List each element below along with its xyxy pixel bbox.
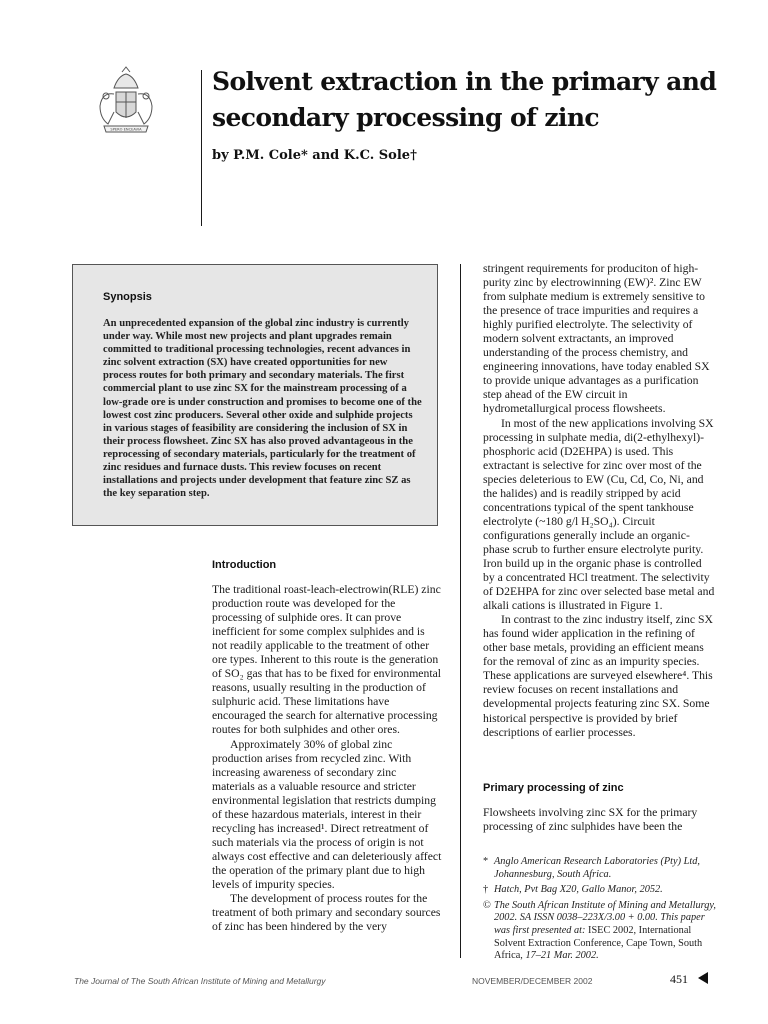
footnote-text: Anglo American Research Laboratories (Pty) Ltd, Johannesburg, South Africa.: [494, 856, 700, 880]
paragraph: In contrast to the zinc industry itself, zinc SX has found wider application in the refining of other base metals, providing an efficient means for the removal of zinc as an impurity species. These applications are surveyed elsewhere⁴. This review focuses on recent installations and developmental projects featuring zinc SX. Some historical perspective is provided by brief descriptions of earlier processes.: [483, 613, 713, 739]
crest-motto: SPERO ENCEAVIA: [110, 127, 142, 132]
synopsis-box: [72, 264, 438, 526]
footnote: [483, 884, 719, 897]
synopsis-text: An unprecedented expansion of the global zinc industry is currently under way. While most new projects and plant upgrades remain committed to traditional processing technologies, recent advances in zinc solvent extraction (SX) have created opportunities for new process routes for both primary and secondary materials. The first commercial plant to use zinc SX for the mainstream processing of a low-grade ore is under construction and promises to become one of the lowest cost zinc producers. Several other oxide and sulphide projects in various stages of feasibility are considering the inclusion of SX in their process flowsheet. Zinc SX has also proved advantageous in the reprocessing of secondary materials, particularly for the treatment of zinc residues and furnace dusts. This review focuses on recent installations and projects under development that feature zinc SZ as the key separation step.: [103, 318, 422, 500]
page-number: 451: [670, 972, 688, 986]
title-rule: [201, 70, 202, 226]
article-title: Solvent extraction in the primary and secondary processing of zinc: [212, 67, 717, 132]
footnote-marker: †: [483, 884, 489, 896]
footnote-marker: ©: [483, 899, 491, 911]
introduction-body: [212, 583, 442, 934]
primary-processing-heading: Primary processing of zinc: [483, 782, 624, 794]
footnote: [483, 856, 719, 881]
paragraph: The traditional roast-leach-electrowin(RLE) zinc production route was developed for the processing of sulphide ores. It can prove inefficient for some complex sulphides and is not readily applicable to the treatment of other ore types. Inherent to this route is the generation of SO₂ gas that has to be fixed for environmental reasons, usually resulting in the production of sulphuric acid. These limitations have encouraged the search for alternative processing routes for both sulphides and other ores.: [212, 583, 442, 737]
footnote-text: Hatch, Pvt Bag X20, Gallo Manor, 2052.: [494, 884, 663, 896]
paragraph: The development of process routes for the treatment of both primary and secondary sources of zinc has been hindered by the very: [212, 892, 441, 934]
synopsis-heading: Synopsis: [103, 291, 152, 303]
footnote-conference: ISEC 2002, International Solvent Extraction Conference, Cape Town, South Africa,: [494, 924, 703, 962]
primary-processing-body: [483, 806, 715, 834]
article-authors: by P.M. Cole* and K.C. Sole†: [212, 148, 417, 163]
journal-name: The Journal of The South African Institute of Mining and Metallurgy: [74, 976, 326, 986]
footnotes: [483, 856, 719, 966]
column-rule: [460, 264, 461, 958]
issue-date: NOVEMBER/DECEMBER 2002: [472, 976, 593, 986]
paragraph: In most of the new applications involving SX processing in sulphate media, di(2-ethylhexyl)-phosphoric acid (D2EHPA) is used. This extractant is selective for zinc over most of the species deleterious to EW (Cu, Cd, Co, Ni, and the halides) and is readily stripped by acid concentrations typical of the spent tankhouse electrolyte (~180 g/l H₂SO₄). Circuit configurations generally include an organic-phase scrub to further ensure electrolyte purity. Iron build up in the organic phase is controlled by a concentrated HCl treatment. The selectivity of D2EHPA for zinc over selected base metal and alkali cations is illustrated in Figure 1.: [483, 416, 715, 613]
footnote-marker: *: [483, 856, 489, 867]
paragraph: Approximately 30% of global zinc production arises from recycled zinc. With increasing awareness of secondary zinc materials as a valuable resource and stricter environmental legislation that restricts dumping of these hazardous materials, interest in their recycling has increased¹. Direct retreatment of such materials via the process of origin is not always cost effective and can deleteriously affect the operation of the primary plant due to high levels of impurity species.: [212, 737, 442, 891]
footnote: [483, 900, 719, 963]
institute-crest-logo: [94, 66, 158, 142]
introduction-heading: Introduction: [212, 559, 277, 571]
footnote-dates: 17–21 Mar. 2002.: [525, 950, 599, 962]
right-column-body: [483, 262, 715, 740]
footnote-text: The South African Institute of Mining and Metallurgy, 2002. SA ISSN 0038–223X/3.00 + 0.00. This paper was first presented at:: [494, 899, 716, 936]
paragraph: stringent requirements for produciton of high-purity zinc by electrowinning (EW)². Zinc EW from sulphate medium is extremely sensitive to the presence of trace impurities and requires a highly purified electrolyte. The selectivity of modern solvent extractants, an improved understanding of the process chemistry, and engineering innovations, have today enabled SX to provide unique advantages as a purification step ahead of the EW circuit in hydrometallurgical process flowsheets.: [483, 262, 710, 416]
page-arrow-icon: [698, 972, 708, 984]
paragraph: Flowsheets involving zinc SX for the primary processing of zinc sulphides have been the: [483, 806, 698, 834]
